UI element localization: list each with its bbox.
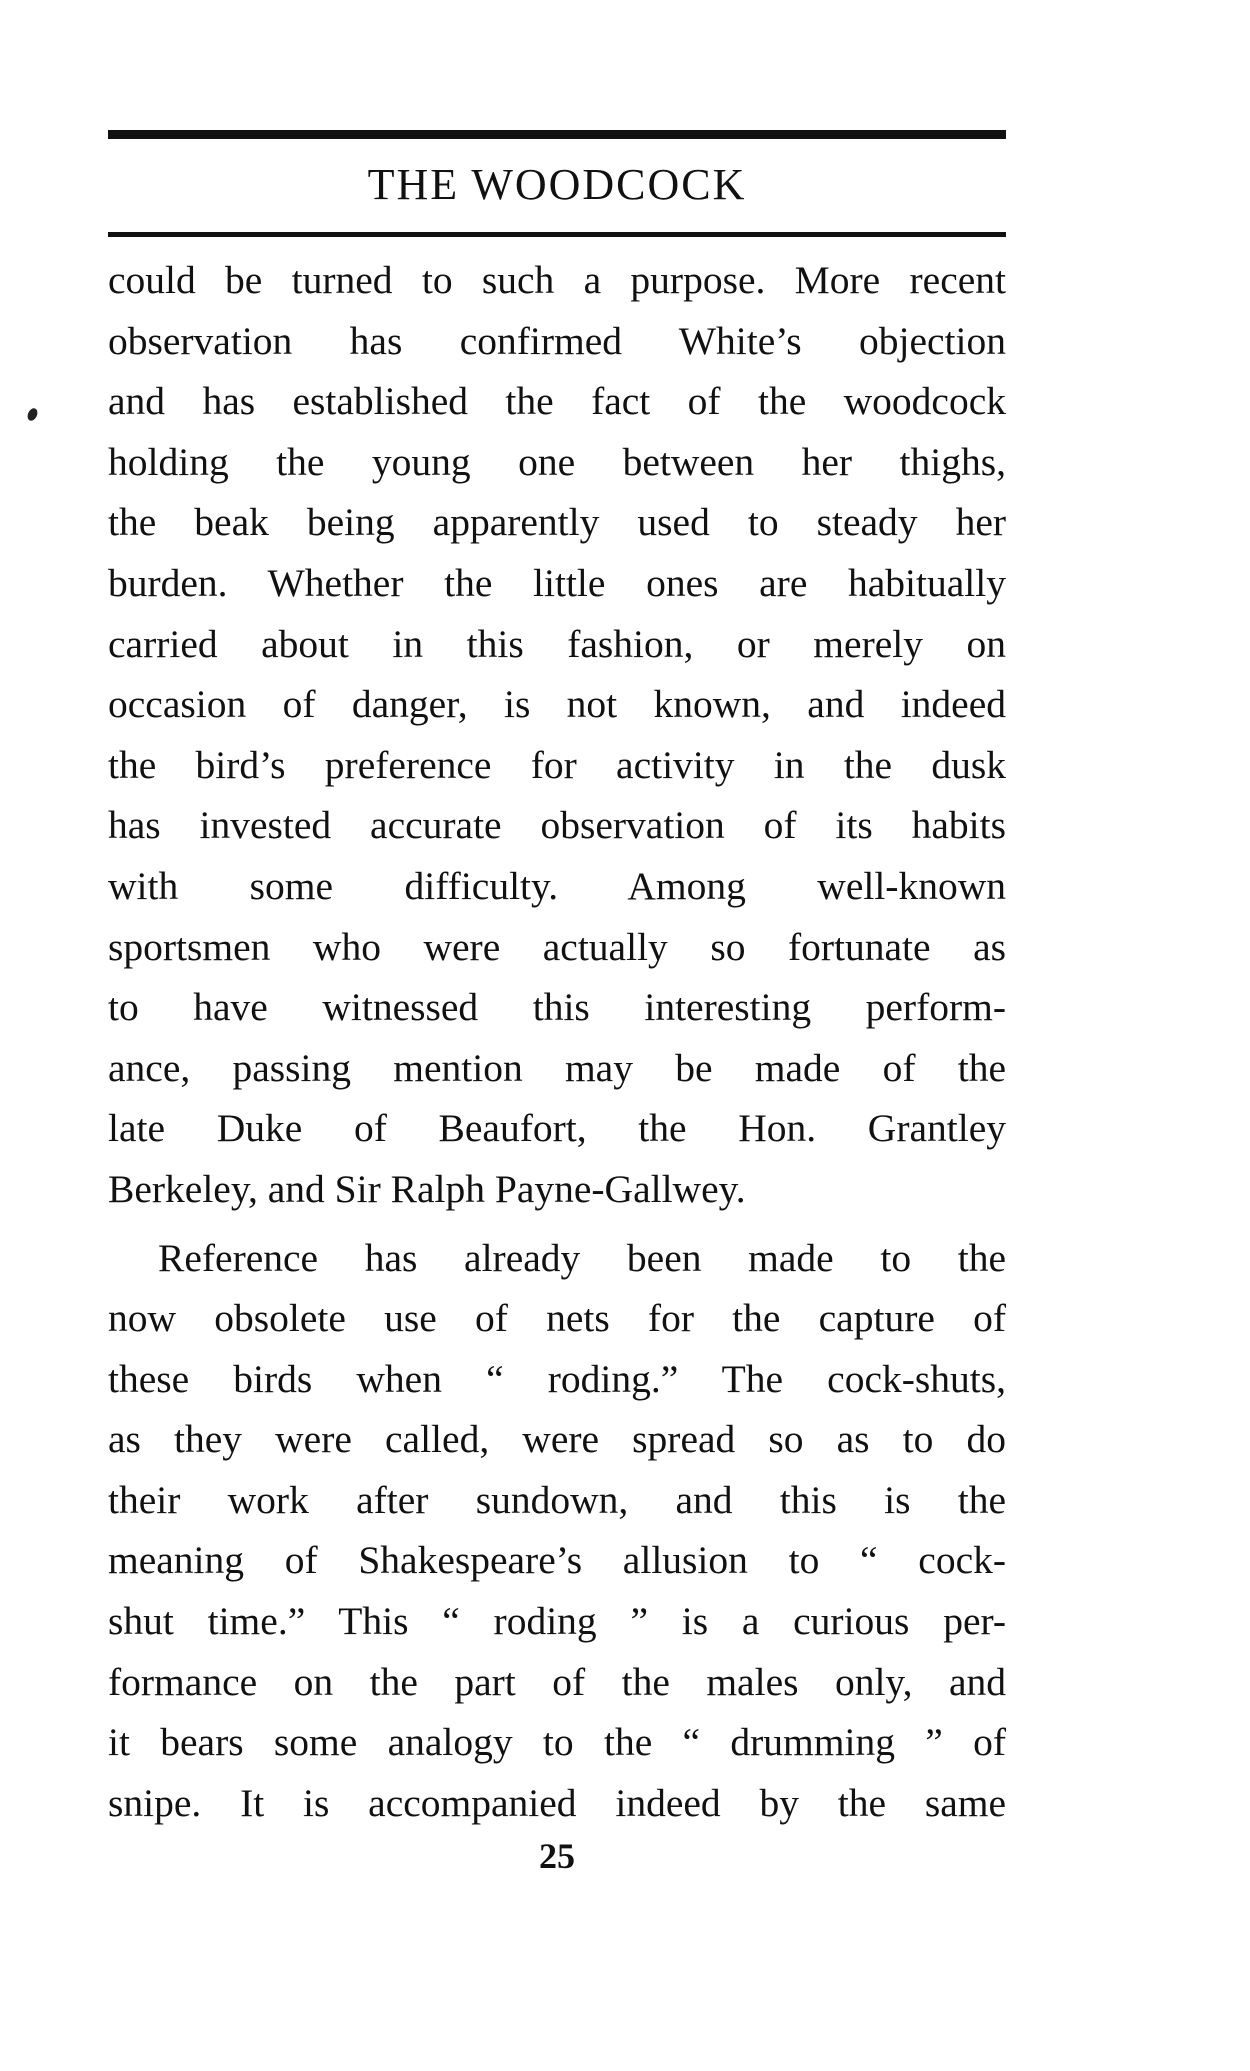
text-line: these birds when “ roding.” The cock-shuts,	[108, 1356, 1006, 1401]
paragraph-1	[108, 250, 1006, 1220]
text-line: shut time.” This “ roding ” is a curious per-	[108, 1599, 1006, 1644]
text-line: meaning of Shakespeare’s allusion to “ cock-	[108, 1538, 1006, 1583]
text-line: has invested accurate observation of its habits	[108, 803, 1006, 848]
body-text	[108, 250, 1006, 1833]
text-line: observation has confirmed White’s objection	[108, 318, 1006, 363]
text-line: formance on the part of the males only, and	[108, 1659, 1006, 1704]
text-line: the beak being apparently used to steady her	[108, 500, 1006, 545]
text-line: to have witnessed this interesting perform-	[108, 985, 1006, 1030]
text-line: the bird’s preference for activity in the dusk	[108, 742, 1006, 787]
running-head: THE WOODCOCK	[367, 160, 747, 209]
header-rule-top	[108, 130, 1006, 139]
text-line: their work after sundown, and this is the	[108, 1477, 1006, 1522]
text-line: and has established the fact of the woodcock	[108, 379, 1006, 424]
text-line: sportsmen who were actually so fortunate as	[108, 924, 1006, 969]
text-line: now obsolete use of nets for the capture of	[108, 1296, 1006, 1341]
text-line: it bears some analogy to the “ drumming ” of	[108, 1720, 1006, 1765]
text-line: occasion of danger, is not known, and indeed	[108, 682, 1006, 727]
text-line: ance, passing mention may be made of the	[108, 1045, 1006, 1090]
text-line: burden. Whether the little ones are habitually	[108, 560, 1006, 605]
paragraph-gap	[108, 1220, 1006, 1228]
text-line: late Duke of Beaufort, the Hon. Grantley	[108, 1106, 1006, 1151]
ink-speck	[26, 407, 40, 423]
paragraph-2	[108, 1228, 1006, 1834]
text-line: as they were called, were spread so as to do	[108, 1417, 1006, 1462]
header-rule-bottom	[108, 232, 1006, 237]
text-line: could be turned to such a purpose. More recent	[108, 258, 1006, 302]
text-line: snipe. It is accompanied indeed by the same	[108, 1780, 1006, 1825]
text-line: holding the young one between her thighs,	[108, 439, 1006, 484]
text-line: with some difficulty. Among well-known	[108, 863, 1006, 908]
text-line: Reference has already been made to the	[158, 1235, 1006, 1280]
text-line: Berkeley, and Sir Ralph Payne-Gallwey.	[108, 1166, 746, 1211]
page-number: 25	[539, 1836, 575, 1876]
text-line: carried about in this fashion, or merely on	[108, 621, 1006, 666]
